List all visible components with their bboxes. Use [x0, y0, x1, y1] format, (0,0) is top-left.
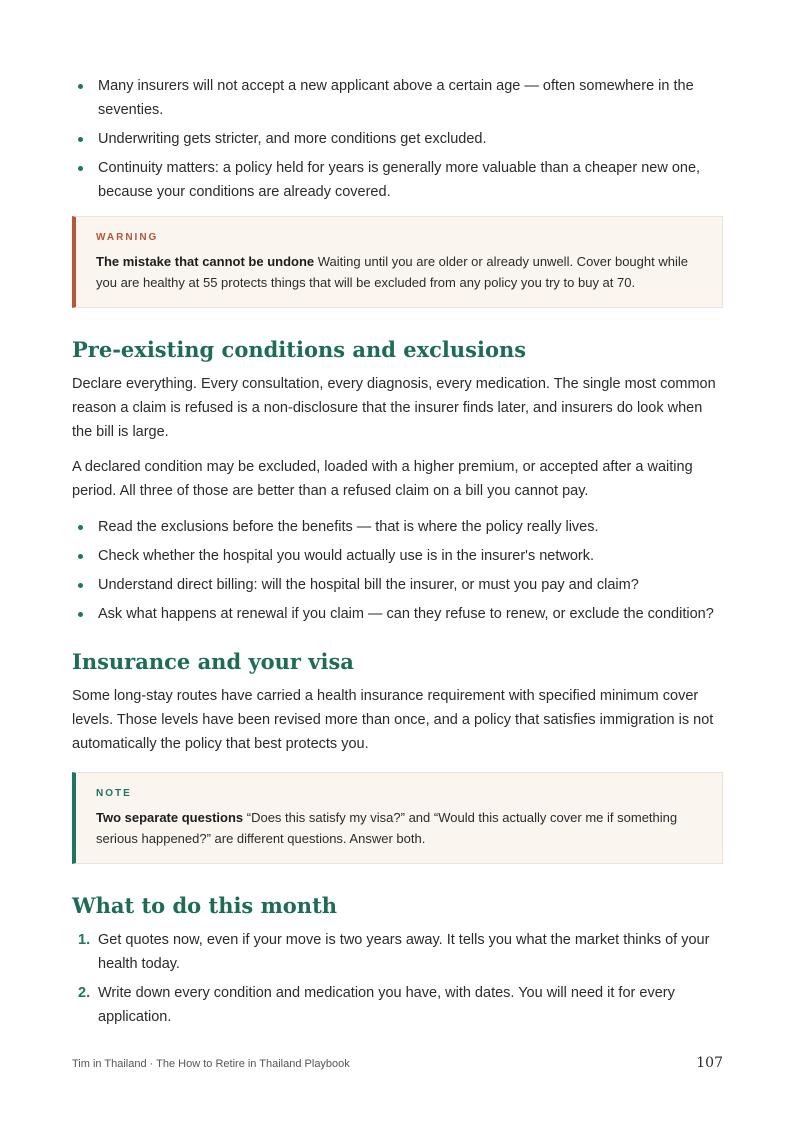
page-footer [72, 1055, 723, 1071]
step-number: 2. [78, 985, 91, 1001]
section-heading: Pre-existing conditions and exclusions [72, 337, 527, 362]
action-steps-list [72, 928, 723, 1029]
section-heading: What to do this month [72, 893, 338, 918]
note-title: Two separate questions [96, 810, 244, 825]
warning-text: Waiting until you are older or already unwell. Cover bought while you are healthy at 55 protects things that will be excluded from any policy you try to buy at 70. [96, 254, 688, 290]
list-item: Check whether the hospital you would actually use is in the insurer's network. [72, 544, 723, 568]
note-tag: NOTE [96, 788, 132, 799]
step-text: Write down every condition and medication you have, with dates. You will need it for every application. [98, 985, 675, 1025]
section-heading: Insurance and your visa [72, 649, 354, 674]
list-item: Many insurers will not accept a new applicant above a certain age — often somewhere in the seventies. [72, 74, 723, 122]
list-item: Ask what happens at renewal if you claim — can they refuse to renew, or exclude the condition? [72, 602, 723, 626]
step-text: Get quotes now, even if your move is two years away. It tells you what the market thinks of your health today. [98, 932, 710, 972]
warning-title: The mistake that cannot be undone [96, 254, 315, 269]
list-item: Underwriting gets stricter, and more conditions get excluded. [72, 127, 723, 151]
list-item: Read the exclusions before the benefits — that is where the policy really lives. [72, 515, 723, 539]
footer-book-title: Tim in Thailand · The How to Retire in Thailand Playbook [72, 1058, 350, 1070]
warning-tag: WARNING [96, 232, 159, 243]
warning-callout [72, 216, 723, 308]
list-item [72, 928, 723, 976]
exclusions-bullet-list [72, 515, 723, 626]
section-this-month [72, 892, 723, 1029]
section-visa [72, 648, 723, 756]
page-content [72, 74, 723, 1034]
note-text: “Does this satisfy my visa?” and “Would this actually cover me if something serious happened?” are different questions. Answer both. [96, 810, 678, 846]
warning-body [96, 251, 704, 293]
page-number: 107 [696, 1055, 723, 1071]
paragraph: Some long-stay routes have carried a health insurance requirement with specified minimum cover levels. Those levels have been revised more than once, and a policy that satisfies immigration is not automatically the policy that best protects you. [72, 688, 714, 752]
note-body [96, 807, 704, 849]
list-item: Continuity matters: a policy held for years is generally more valuable than a cheaper new one, because your conditions are already covered. [72, 156, 723, 204]
paragraph: Declare everything. Every consultation, every diagnosis, every medication. The single most common reason a claim is refused is a non-disclosure that the insurer finds later, and insurers do look when the bill is large. [72, 376, 716, 440]
intro-bullet-list [72, 74, 723, 204]
note-callout [72, 772, 723, 864]
list-item [72, 981, 723, 1029]
section-pre-existing [72, 336, 723, 626]
list-item: Understand direct billing: will the hospital bill the insurer, or must you pay and claim? [72, 573, 723, 597]
paragraph: A declared condition may be excluded, loaded with a higher premium, or accepted after a waiting period. All three of those are better than a refused claim on a bill you cannot pay. [72, 459, 693, 499]
step-number: 1. [78, 932, 91, 948]
